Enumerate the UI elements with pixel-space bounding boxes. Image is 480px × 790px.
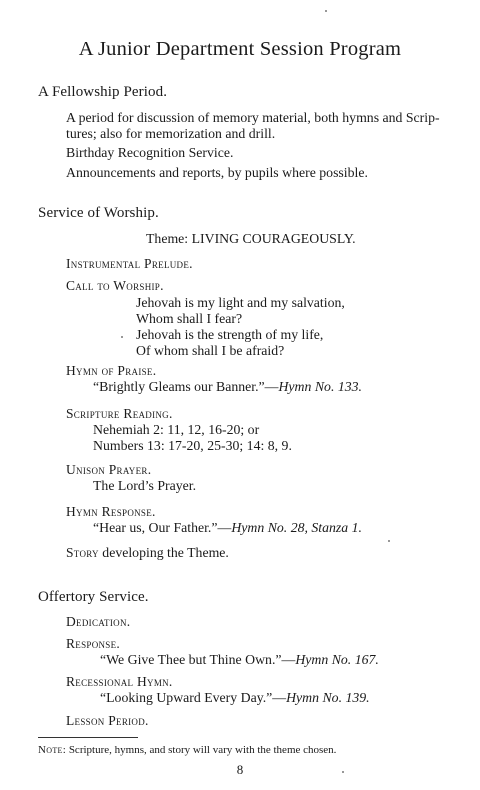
hymn-of-praise-item: Hymn of Praise. — [66, 363, 157, 378]
footnote-rule — [38, 737, 138, 738]
scan-speck — [121, 336, 123, 338]
prelude-item: Instrumental Prelude. — [66, 256, 193, 271]
fellowship-para-line-2: tures; also for memorization and drill. — [66, 126, 276, 141]
recessional-hymn-item: Recessional Hymn. — [66, 674, 173, 689]
hymn-response-ref: Hymn No. 28, Stanza 1. — [231, 520, 362, 535]
hymn-of-praise-ref: Hymn No. 133. — [278, 379, 362, 394]
footnote-label: Note: — [38, 744, 67, 756]
footnote — [38, 744, 336, 756]
story-item — [66, 545, 229, 561]
call-line-3: Jehovah is the strength of my life, — [136, 327, 324, 342]
worship-heading: Service of Worship. — [38, 205, 159, 221]
announcements-item: Announcements and reports, by pupils where possible. — [66, 165, 368, 180]
fellowship-heading: A Fellowship Period. — [38, 84, 168, 100]
hymn-response-text: “Hear us, Our Father.”— — [93, 520, 232, 535]
call-to-worship-item: Call to Worship. — [66, 278, 164, 293]
offertory-heading: Offertory Service. — [38, 589, 149, 605]
unison-prayer-item: Unison Prayer. — [66, 462, 152, 477]
scripture-line-2: Numbers 13: 17-20, 25-30; 14: 8, 9. — [93, 438, 292, 453]
hymn-of-praise-text: “Brightly Gleams our Banner.”— — [93, 379, 279, 394]
response-line — [100, 652, 379, 668]
call-line-4: Of whom shall I be afraid? — [136, 343, 285, 358]
recessional-text: “Looking Upward Every Day.”— — [100, 690, 287, 705]
scan-speck — [325, 10, 327, 12]
story-label: Story — [66, 545, 99, 560]
scan-speck — [388, 540, 390, 542]
theme-line: Theme: LIVING COURAGEOUSLY. — [146, 231, 356, 246]
response-ref: Hymn No. 167. — [295, 652, 379, 667]
hymn-response-item: Hymn Response. — [66, 504, 156, 519]
footnote-text: Scripture, hymns, and story will vary with the theme chosen. — [66, 744, 337, 756]
dedication-item: Dedication. — [66, 614, 131, 629]
page-title: A Junior Department Session Program — [78, 38, 402, 60]
lesson-period-item: Lesson Period. — [66, 713, 149, 728]
birthday-item: Birthday Recognition Service. — [66, 145, 234, 160]
call-line-2: Whom shall I fear? — [136, 311, 243, 326]
hymn-of-praise-line — [93, 379, 362, 395]
scan-speck — [342, 771, 344, 773]
hymn-response-line — [93, 520, 362, 536]
response-text: “We Give Thee but Thine Own.”— — [100, 652, 296, 667]
story-text: developing the Theme. — [98, 545, 229, 560]
fellowship-para-line-1: A period for discussion of memory material, both hymns and Scrip- — [66, 110, 440, 125]
response-item: Response. — [66, 636, 121, 651]
page-number: 8 — [236, 762, 244, 777]
scripture-line-1: Nehemiah 2: 11, 12, 16-20; or — [93, 422, 260, 437]
recessional-line — [100, 690, 370, 706]
scripture-reading-item: Scripture Reading. — [66, 406, 173, 421]
recessional-ref: Hymn No. 139. — [286, 690, 370, 705]
unison-prayer-text: The Lord’s Prayer. — [93, 478, 197, 493]
call-line-1: Jehovah is my light and my salvation, — [136, 295, 345, 310]
